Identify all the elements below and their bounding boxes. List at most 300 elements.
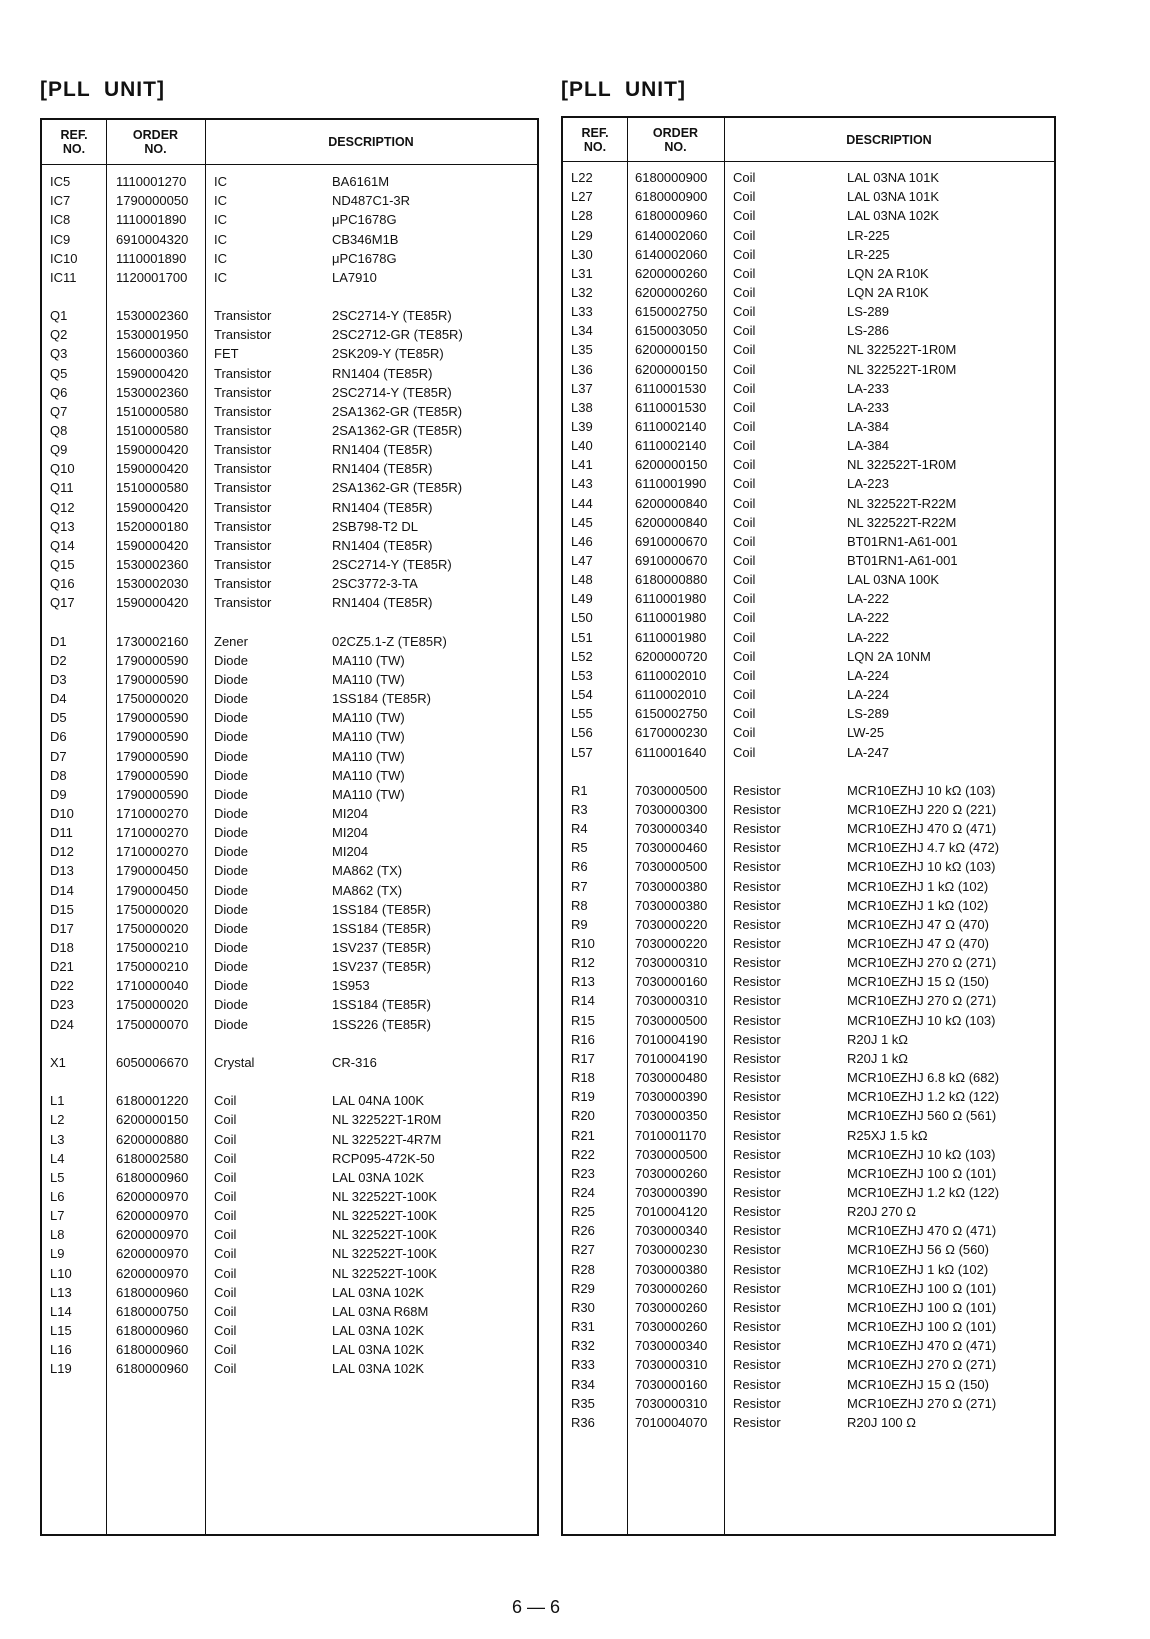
part-spec: 2SA1362-GR (TE85R) <box>332 480 463 496</box>
ref-no: Q17 <box>50 595 75 611</box>
header-description <box>724 118 1054 161</box>
part-type: Coil <box>733 514 756 530</box>
table-row <box>42 517 537 537</box>
part-type: Coil <box>214 1361 237 1377</box>
part-type: Coil <box>733 304 756 320</box>
parts-table-right <box>561 116 1056 1536</box>
table-row <box>42 1244 537 1264</box>
order-no: 1530002360 <box>116 557 189 572</box>
order-no: 7030000380 <box>635 1261 708 1277</box>
part-type: Resistor <box>733 1184 781 1200</box>
table-row <box>42 976 537 996</box>
table-row <box>42 1206 537 1226</box>
part-spec: RN1404 (TE85R) <box>332 365 433 381</box>
order-no: 6200000150 <box>116 1112 189 1128</box>
order-no: 6200000880 <box>116 1131 189 1147</box>
part-spec: MI204 <box>332 844 369 860</box>
part-type: Coil <box>733 687 756 702</box>
part-spec: RCP095-472K-50 <box>332 1150 435 1166</box>
ref-no: R29 <box>571 1280 595 1296</box>
table-row <box>563 1317 1054 1337</box>
table-row <box>563 264 1054 284</box>
order-no: 1590000420 <box>116 365 189 381</box>
ref-no: L37 <box>571 380 593 396</box>
part-spec: 2SA1362-GR (TE85R) <box>332 422 463 438</box>
part-spec: MA862 (TX) <box>332 863 403 879</box>
part-spec: NL 322522T-1R0M <box>847 342 957 358</box>
order-no: 1710000270 <box>116 805 189 821</box>
part-type: Transistor <box>214 308 272 324</box>
part-type: Coil <box>214 1188 237 1204</box>
part-spec: 1S953 <box>332 978 370 994</box>
part-type: Diode <box>214 863 248 879</box>
ref-no: L10 <box>50 1265 72 1281</box>
part-type: Coil <box>733 667 756 683</box>
order-no: 6910000670 <box>635 553 708 568</box>
part-spec: μPC1678G <box>332 212 397 228</box>
ref-no: L27 <box>571 189 593 205</box>
table-row <box>563 532 1054 552</box>
ref-no: R21 <box>571 1127 595 1143</box>
part-type: Resistor <box>733 1338 781 1354</box>
ref-no: Q15 <box>50 557 75 572</box>
ref-no: D18 <box>50 940 74 955</box>
ref-no: Q11 <box>50 480 74 496</box>
ref-no: IC11 <box>50 269 77 285</box>
part-type: Diode <box>214 691 248 706</box>
ref-no: L45 <box>571 514 593 530</box>
table-row <box>563 570 1054 590</box>
part-spec: RN1404 (TE85R) <box>332 537 433 553</box>
table-row <box>563 455 1054 475</box>
part-spec: MI204 <box>332 825 369 841</box>
table-row <box>42 478 537 498</box>
header-order-no-text: NO. <box>664 139 687 154</box>
ref-no: R7 <box>571 878 588 894</box>
part-type: Diode <box>214 978 248 994</box>
order-no: 1790000590 <box>116 729 189 745</box>
table-row <box>42 651 537 671</box>
order-no: 6200000970 <box>116 1265 189 1281</box>
order-no: 1750000210 <box>116 959 189 975</box>
table-row <box>42 421 537 441</box>
ref-no: R12 <box>571 955 595 971</box>
part-spec: MCR10EZHJ 470 Ω (471) <box>847 821 997 837</box>
table-row <box>563 474 1054 494</box>
part-type: Diode <box>214 882 248 898</box>
ref-no: R32 <box>571 1338 595 1354</box>
table-row <box>563 436 1054 456</box>
part-spec: BT01RN1-A61-001 <box>847 533 958 549</box>
ref-no: L30 <box>571 246 593 262</box>
part-type: Resistor <box>733 1146 781 1162</box>
order-no: 7030000500 <box>635 1146 708 1162</box>
part-type: Resistor <box>733 993 781 1009</box>
table-row <box>42 900 537 920</box>
table-row <box>563 1221 1054 1241</box>
part-type: Resistor <box>733 840 781 856</box>
table-row <box>563 283 1054 303</box>
part-type: Transistor <box>214 461 272 477</box>
ref-no: L4 <box>50 1150 65 1166</box>
order-no: 1510000580 <box>116 403 189 419</box>
table-row <box>563 1145 1054 1165</box>
table-row <box>42 1187 537 1207</box>
part-spec: LQN 2A R10K <box>847 284 929 300</box>
order-no: 1710000270 <box>116 844 189 860</box>
ref-no: R17 <box>571 1050 595 1066</box>
part-type: Coil <box>733 629 756 645</box>
part-type: Transistor <box>214 499 272 515</box>
table-row <box>563 1394 1054 1414</box>
order-no: 1510000580 <box>116 480 189 496</box>
order-no: 7030000160 <box>635 1376 708 1392</box>
order-no: 7030000340 <box>635 821 708 837</box>
table-row <box>42 1359 537 1379</box>
part-spec: NL 322522T-1R0M <box>847 457 957 473</box>
order-no: 7010004190 <box>635 1031 708 1047</box>
part-spec: MCR10EZHJ 10 kΩ (103) <box>847 1012 996 1028</box>
order-no: 6180000960 <box>116 1361 189 1377</box>
table-row <box>563 1202 1054 1222</box>
order-no: 1790000450 <box>116 882 189 898</box>
order-no: 6200000150 <box>635 457 708 473</box>
page-number: 6 — 6 <box>512 1597 561 1617</box>
ref-no: L9 <box>50 1246 65 1262</box>
table-row <box>563 608 1054 628</box>
order-no: 7030000220 <box>635 916 708 932</box>
table-row <box>563 1240 1054 1260</box>
table-row <box>42 1130 537 1150</box>
part-type: Coil <box>733 399 756 415</box>
part-spec: MCR10EZHJ 1.2 kΩ (122) <box>847 1184 1000 1200</box>
ref-no: L36 <box>571 361 593 377</box>
header-order-no <box>106 120 205 164</box>
part-type: Coil <box>214 1303 237 1319</box>
order-no: 6180000900 <box>635 170 708 185</box>
order-no: 7030000220 <box>635 936 708 951</box>
ref-no: L41 <box>571 457 593 473</box>
order-no: 1730002160 <box>116 633 189 649</box>
part-type: Diode <box>214 920 248 936</box>
order-no: 1590000420 <box>116 461 189 477</box>
part-type: FET <box>214 346 239 362</box>
order-no: 7030000500 <box>635 859 708 875</box>
part-type: Resistor <box>733 878 781 894</box>
part-spec: LAL 03NA R68M <box>332 1303 429 1319</box>
ref-no: D5 <box>50 710 67 726</box>
part-spec: NL 322522T-1R0M <box>847 361 957 377</box>
part-type: Transistor <box>214 384 272 400</box>
part-spec: MCR10EZHJ 470 Ω (471) <box>847 1338 997 1354</box>
table-row <box>563 398 1054 418</box>
table-row <box>42 632 537 652</box>
part-spec: MA110 (TW) <box>332 710 405 726</box>
order-no: 7030000340 <box>635 1223 708 1239</box>
part-type: Coil <box>214 1265 237 1281</box>
part-spec: LA-224 <box>847 667 889 683</box>
table-row <box>563 1068 1054 1088</box>
table-row <box>42 364 537 384</box>
part-type: IC <box>214 193 227 209</box>
table-row <box>42 268 537 288</box>
part-type: Resistor <box>733 1070 781 1085</box>
part-type: IC <box>214 269 227 285</box>
ref-no: R20 <box>571 1108 595 1124</box>
header-description <box>205 120 537 164</box>
ref-no: D24 <box>50 1016 74 1032</box>
table-row <box>563 1126 1054 1146</box>
table-row <box>42 402 537 422</box>
order-no: 1520000180 <box>116 518 189 534</box>
ref-no: R24 <box>571 1184 595 1200</box>
order-no: 6170000230 <box>635 725 708 741</box>
table-row <box>563 1260 1054 1280</box>
part-spec: R20J 270 Ω <box>847 1204 916 1220</box>
part-spec: MA110 (TW) <box>332 786 405 802</box>
ref-no: Q7 <box>50 403 68 419</box>
order-no: 1710000040 <box>116 978 189 994</box>
ref-no: L44 <box>571 495 593 511</box>
part-spec: 2SA1362-GR (TE85R) <box>332 403 463 419</box>
order-no: 6110001530 <box>635 380 707 396</box>
ref-no: R16 <box>571 1031 595 1047</box>
part-spec: MCR10EZHJ 220 Ω (221) <box>847 801 997 817</box>
table-row <box>563 340 1054 360</box>
ref-no: R14 <box>571 993 595 1009</box>
part-type: Resistor <box>733 1223 781 1239</box>
order-no: 7030000480 <box>635 1070 708 1085</box>
part-spec: LAL 03NA 101K <box>847 170 940 185</box>
table-row <box>563 1049 1054 1069</box>
header-ref-no-text: REF. <box>581 125 609 140</box>
order-no: 1790000590 <box>116 748 189 764</box>
ref-no: L35 <box>571 342 593 358</box>
ref-no: R33 <box>571 1357 595 1373</box>
order-no: 6910000670 <box>635 533 708 549</box>
table-row <box>42 785 537 805</box>
order-no: 7030000260 <box>635 1165 708 1181</box>
part-spec: MCR10EZHJ 56 Ω (560) <box>847 1242 989 1258</box>
table-row <box>42 1264 537 1284</box>
part-spec: MA862 (TX) <box>332 882 403 898</box>
order-no: 6180000750 <box>116 1303 189 1319</box>
table-row <box>563 1183 1054 1203</box>
table-row <box>563 1279 1054 1299</box>
ref-no: IC9 <box>50 231 71 247</box>
part-type: Coil <box>733 361 756 377</box>
part-spec: MCR10EZHJ 1.2 kΩ (122) <box>847 1089 1000 1105</box>
order-no: 7010004190 <box>635 1050 708 1066</box>
ref-no: L46 <box>571 533 593 549</box>
ref-no: R31 <box>571 1319 595 1334</box>
order-no: 7030000310 <box>635 1395 708 1411</box>
part-type: Resistor <box>733 955 781 971</box>
ref-no: D14 <box>50 882 74 898</box>
ref-no: L15 <box>50 1323 72 1338</box>
ref-no: L16 <box>50 1342 72 1358</box>
part-type: Resistor <box>733 1050 781 1066</box>
part-spec: MA110 (TW) <box>332 652 405 668</box>
part-spec: LQN 2A R10K <box>847 265 929 281</box>
order-no: 7030000260 <box>635 1319 708 1334</box>
order-no: 6180000960 <box>116 1284 189 1300</box>
order-no: 1590000420 <box>116 499 189 515</box>
table-row <box>42 498 537 518</box>
part-type: Resistor <box>733 974 781 990</box>
ref-no: R22 <box>571 1146 595 1162</box>
part-type: Resistor <box>733 1089 781 1105</box>
ref-no: R1 <box>571 782 588 798</box>
part-spec: MCR10EZHJ 560 Ω (561) <box>847 1108 997 1124</box>
part-spec: NL 322522T-4R7M <box>332 1131 442 1147</box>
part-spec: LAL 03NA 102K <box>332 1284 425 1300</box>
part-spec: 2SC2712-GR (TE85R) <box>332 327 463 343</box>
order-no: 1110001270 <box>116 174 187 189</box>
table-row <box>563 1087 1054 1107</box>
table-row <box>42 249 537 269</box>
table-row <box>563 628 1054 648</box>
part-type: Coil <box>733 189 756 205</box>
order-no: 7030000300 <box>635 801 708 817</box>
ref-no: R28 <box>571 1261 595 1277</box>
table-row <box>42 344 537 364</box>
part-type: Crystal <box>214 1054 255 1070</box>
part-spec: MA110 (TW) <box>332 767 405 783</box>
header-order-no-text: ORDER <box>132 128 179 142</box>
part-type: Resistor <box>733 897 781 913</box>
table-row <box>563 896 1054 916</box>
part-type: Resistor <box>733 1012 781 1028</box>
part-spec: BT01RN1-A61-001 <box>847 553 958 568</box>
ref-no: L8 <box>50 1227 65 1243</box>
ref-no: R15 <box>571 1012 595 1028</box>
table-row <box>563 915 1054 935</box>
part-spec: NL 322522T-100K <box>332 1265 438 1281</box>
part-spec: ND487C1-3R <box>332 193 411 209</box>
part-spec: LA-224 <box>847 687 889 702</box>
table-row <box>563 245 1054 265</box>
order-no: 1790000590 <box>116 652 189 668</box>
ref-no: D23 <box>50 997 74 1013</box>
part-type: Coil <box>733 418 756 434</box>
table-row <box>42 1015 537 1035</box>
order-no: 6180000960 <box>116 1169 189 1185</box>
part-type: Coil <box>733 457 756 473</box>
order-no: 6200000970 <box>116 1246 189 1262</box>
ref-no: Q13 <box>50 518 75 534</box>
part-type: Transistor <box>214 422 272 438</box>
part-spec: LAL 03NA 102K <box>332 1323 425 1338</box>
ref-no: L49 <box>571 591 593 607</box>
ref-no: R4 <box>571 821 588 837</box>
order-no: 7010004120 <box>635 1204 708 1220</box>
ref-no: L39 <box>571 418 593 434</box>
ref-no: L47 <box>571 553 593 568</box>
order-no: 1530002360 <box>116 308 189 324</box>
table-row <box>563 302 1054 322</box>
ref-no: Q1 <box>50 308 68 324</box>
part-type: Resistor <box>733 1261 781 1277</box>
table-row <box>42 938 537 958</box>
part-type: Coil <box>214 1227 237 1243</box>
part-spec: R20J 100 Ω <box>847 1414 916 1430</box>
part-spec: 2SC3772-3-TA <box>332 576 418 592</box>
ref-no: D15 <box>50 901 74 917</box>
part-type: Transistor <box>214 576 272 592</box>
part-spec: LS-286 <box>847 323 889 339</box>
ref-no: L51 <box>571 629 593 645</box>
part-spec: MCR10EZHJ 1 kΩ (102) <box>847 1261 989 1277</box>
ref-no: R8 <box>571 897 588 913</box>
part-type: Coil <box>733 648 756 664</box>
part-type: Transistor <box>214 480 272 496</box>
order-no: 6140002060 <box>635 227 708 243</box>
ref-no: R5 <box>571 840 588 856</box>
part-type: Resistor <box>733 1299 781 1315</box>
part-spec: LA-233 <box>847 380 889 396</box>
part-spec: LS-289 <box>847 706 889 722</box>
table-row <box>563 1030 1054 1050</box>
order-no: 7030000500 <box>635 1012 708 1028</box>
order-no: 6110002140 <box>635 438 707 454</box>
order-no: 6180000880 <box>635 572 708 588</box>
part-type: Coil <box>214 1342 237 1358</box>
ref-no: L31 <box>571 265 593 281</box>
ref-no: Q2 <box>50 327 68 343</box>
table-row <box>563 972 1054 992</box>
ref-no: L32 <box>571 284 593 300</box>
table-row <box>42 1225 537 1245</box>
table-row <box>563 187 1054 207</box>
part-spec: 1SS184 (TE85R) <box>332 691 431 706</box>
part-spec: LAL 03NA 102K <box>332 1169 425 1185</box>
order-no: 1750000020 <box>116 691 189 706</box>
part-type: Resistor <box>733 1242 781 1258</box>
part-type: Diode <box>214 901 248 917</box>
order-no: 7030000390 <box>635 1089 708 1105</box>
part-type: Coil <box>733 227 756 243</box>
part-spec: MCR10EZHJ 1 kΩ (102) <box>847 897 989 913</box>
order-no: 6110001980 <box>635 610 707 626</box>
table-row <box>563 551 1054 571</box>
part-spec: LS-289 <box>847 304 889 320</box>
part-spec: NL 322522T-R22M <box>847 495 957 511</box>
part-spec: LAL 03NA 102K <box>332 1342 425 1358</box>
part-type: Diode <box>214 710 248 726</box>
part-spec: MCR10EZHJ 100 Ω (101) <box>847 1299 997 1315</box>
part-spec: 1SS184 (TE85R) <box>332 997 431 1013</box>
table-row <box>563 360 1054 380</box>
order-no: 1590000420 <box>116 595 189 611</box>
table-row <box>42 325 537 345</box>
part-type: Coil <box>733 208 756 224</box>
table-row <box>42 191 537 211</box>
table-row <box>563 589 1054 609</box>
part-spec: MCR10EZHJ 15 Ω (150) <box>847 974 989 990</box>
part-spec: MCR10EZHJ 270 Ω (271) <box>847 955 997 971</box>
ref-no: L6 <box>50 1188 65 1204</box>
ref-no: IC7 <box>50 193 71 209</box>
part-type: Transistor <box>214 557 272 572</box>
ref-no: R19 <box>571 1089 595 1105</box>
part-spec: MCR10EZHJ 100 Ω (101) <box>847 1280 997 1296</box>
part-spec: R20J 1 kΩ <box>847 1031 909 1047</box>
part-spec: MCR10EZHJ 100 Ω (101) <box>847 1319 997 1334</box>
part-type: Resistor <box>733 782 781 798</box>
ref-no: L50 <box>571 610 593 626</box>
part-spec: MCR10EZHJ 15 Ω (150) <box>847 1376 989 1392</box>
